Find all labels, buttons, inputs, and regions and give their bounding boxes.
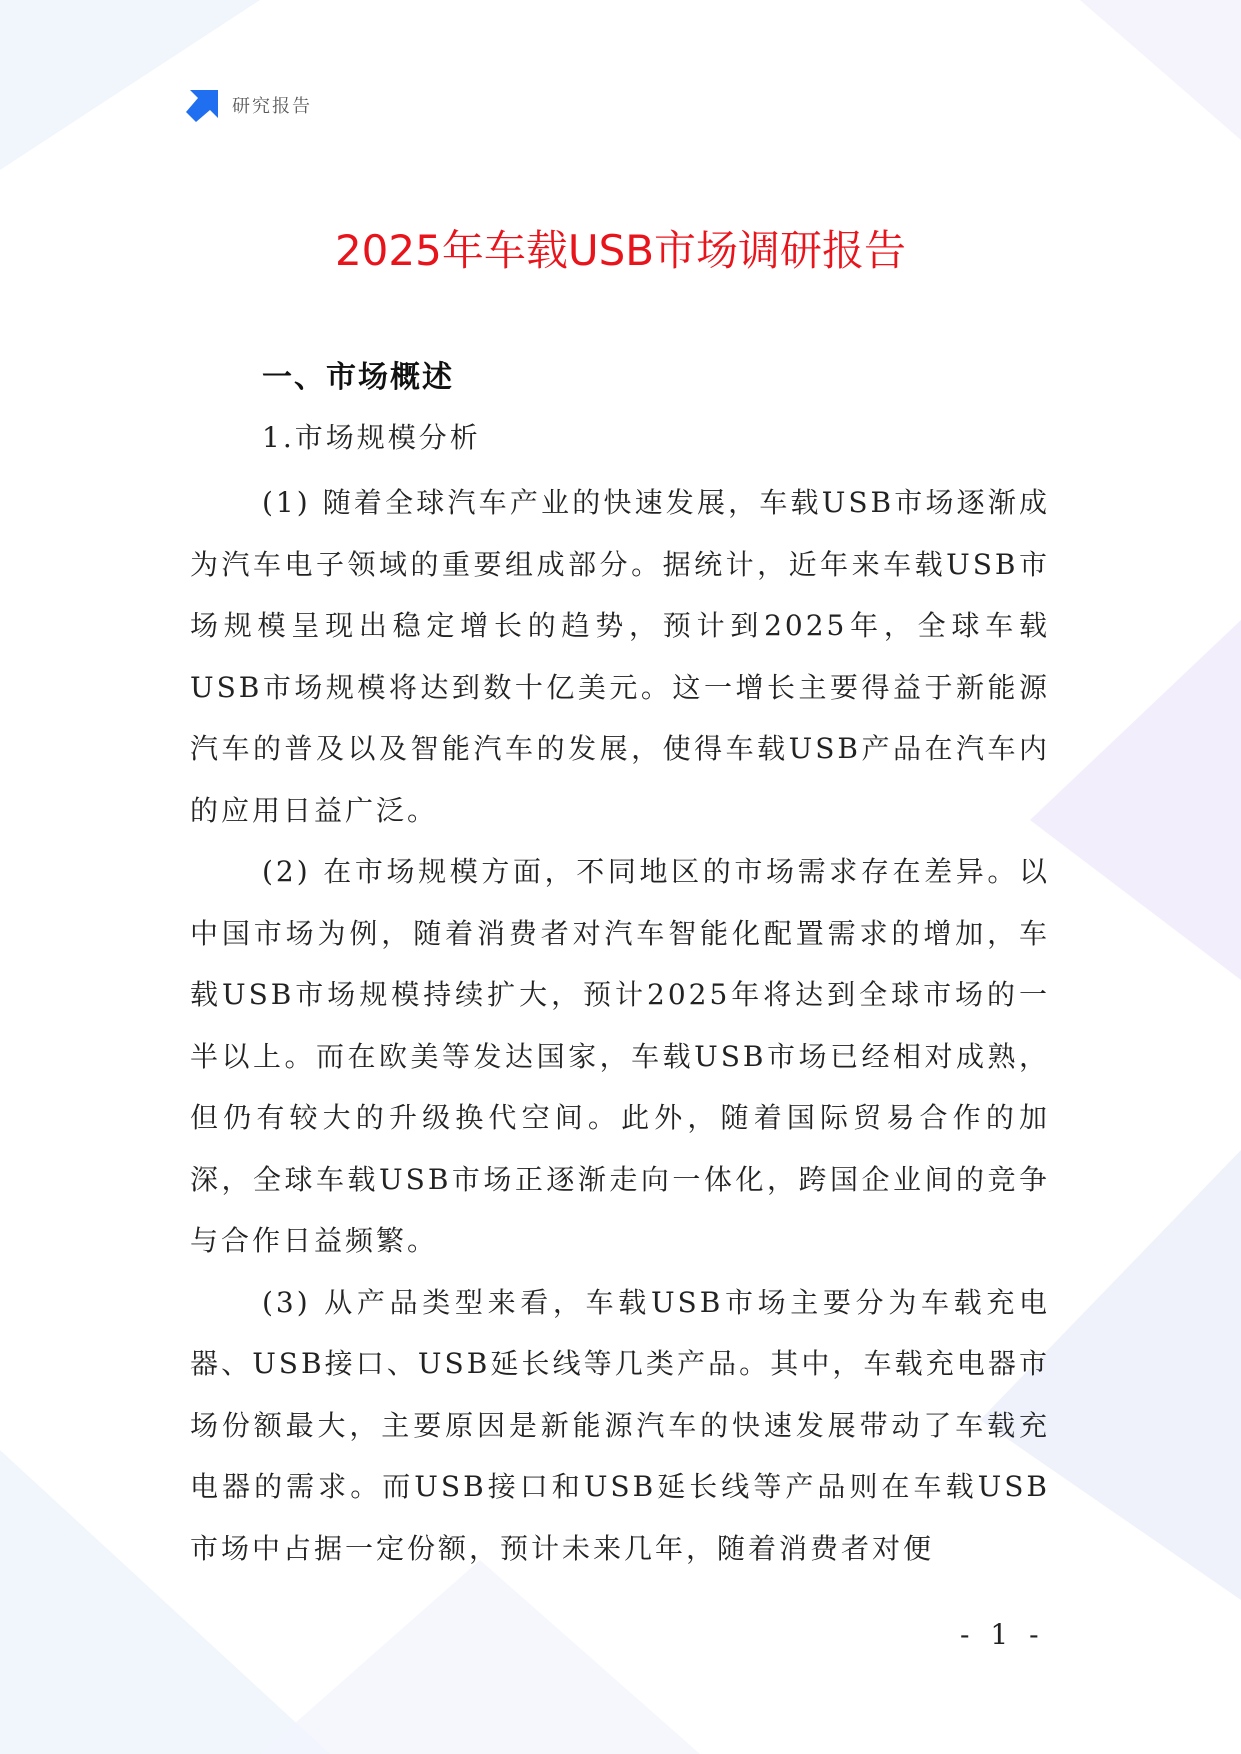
document-header [186,88,312,122]
subsection-heading: 1.市场规模分析 [262,421,481,454]
header-label: 研究报告 [232,96,312,117]
document-title: 2025年车载USB市场调研报告 [334,226,907,275]
document-body [190,352,1050,1579]
section-heading: 一、市场概述 [262,360,454,395]
paragraph-2: (2) 在市场规模方面，不同地区的市场需求存在差异。以中国市场为例，随着消费者对汽车智能化配置需求的增加，车载USB市场规模持续扩大，预计2025年将达到全球市场的一半以上。而在欧美等发达国家，车载USB市场已经相对成熟，但仍有较大的升级换代空间。此外，随着国际贸易合作的加深，全球车载USB市场正逐渐走向一体化，跨国企业间的竞争与合作日益频繁。 [190,855,1050,1257]
page-number: - 1 - [960,1618,1045,1651]
arrow-up-right-icon [186,88,220,122]
paragraph-1: (1) 随着全球汽车产业的快速发展，车载USB市场逐渐成为汽车电子领域的重要组成部分。据统计，近年来车载USB市场规模呈现出稳定增长的趋势，预计到2025年，全球车载USB市场规模将达到数十亿美元。这一增长主要得益于新能源汽车的普及以及智能汽车的发展，使得车载USB产品在汽车内的应用日益广泛。 [190,486,1050,827]
paragraph-3: (3) 从产品类型来看，车载USB市场主要分为车载充电器、USB接口、USB延长线等几类产品。其中，车载充电器市场份额最大，主要原因是新能源汽车的快速发展带动了车载充电器的需求。而USB接口和USB延长线等产品则在车载USB市场中占据一定份额，预计未来几年，随着消费者对便 [190,1285,1050,1565]
